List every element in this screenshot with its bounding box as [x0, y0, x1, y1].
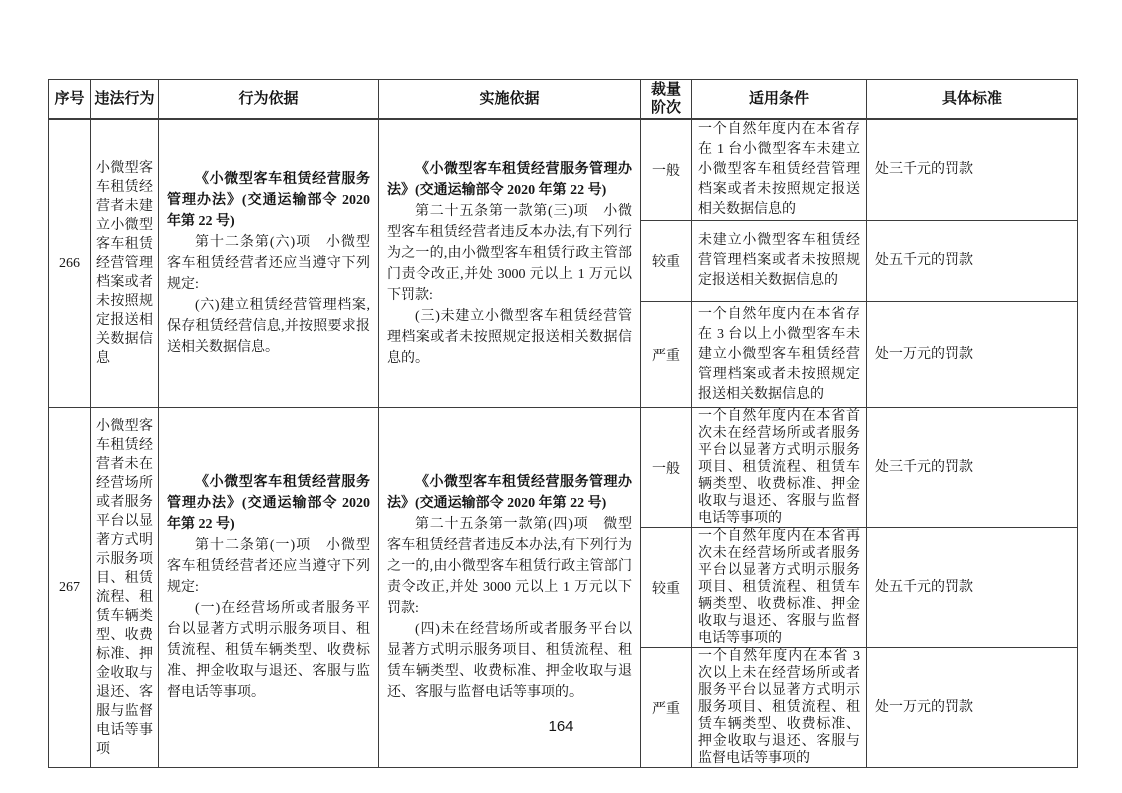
col-header-standard: 具体标准 [867, 80, 1078, 120]
col-header-implementation-basis: 实施依据 [379, 80, 641, 120]
col-header-tier [641, 80, 692, 120]
implementation-basis-paragraph: 第二十五条第一款第(四)项 微型客车租赁经营者违反本办法,有下列行为之一的,由小微型客车租赁行政主管部门责令改正,并处 3000 元以上 1 万元以下罚款: [387, 517, 632, 616]
col-header-behavior: 违法行为 [91, 80, 159, 120]
implementation-basis-paragraph: 第二十五条第一款第(三)项 小微型客车租赁经营者违反本办法,有下列行为之一的,由小微型客车租赁行政主管部门责令改正,并处 3000 元以上 1 万元以下罚款: [387, 203, 632, 303]
cell-implementation-basis [379, 408, 641, 768]
behavior-basis-paragraph: (一)在经营场所或者服务平台以显著方式明示服务项目、租赁流程、租赁车辆类型、收费标准、押金收取与退还、客服与监督电话等事项。 [167, 601, 370, 700]
cell-condition: 一个自然年度内在本省首次未在经营场所或者服务平台以显著方式明示服务项目、租赁流程、租赁车辆类型、收费标准、押金收取与退还、客服与监督电话等事项的 [692, 408, 867, 528]
cell-condition: 一个自然年度内在本省 3 次以上未在经营场所或者服务平台以显著方式明示服务项目、租赁流程、租赁车辆类型、收费标准、押金收取与退还、客服与监督电话等事项的 [692, 648, 867, 768]
cell-case-number: 266 [49, 119, 91, 408]
cell-implementation-basis [379, 119, 641, 408]
table-row-266-tier-general [49, 119, 1078, 221]
header-row [49, 80, 1078, 120]
col-header-tier-line1: 裁量 [650, 82, 681, 98]
cell-condition: 一个自然年度内在本省存在 1 台小微型客车未建立小微型客车租赁经营管理档案或者未按照规定报送相关数据信息的 [692, 119, 867, 221]
cell-tier-level: 较重 [641, 221, 692, 302]
implementation-basis-title: 《小微型客车租赁经营服务管理办法》(交通运输部令 2020 年第 22 号) [387, 475, 632, 511]
cell-condition: 一个自然年度内在本省存在 3 台以上小微型客车未建立小微型客车租赁经营管理档案或者未按照规定报送相关数据信息的 [692, 302, 867, 408]
cell-tier-level: 严重 [641, 648, 692, 768]
col-header-no: 序号 [49, 80, 91, 120]
cell-illegal-behavior: 小微型客车租赁经营者未建立小微型客车租赁经营管理档案或者未按照规定报送相关数据信息 [91, 119, 159, 408]
implementation-basis-paragraph: (三)未建立小微型客车租赁经营管理档案或者未按照规定报送相关数据信息的。 [387, 308, 632, 366]
behavior-basis-title: 《小微型客车租赁经营服务管理办法》(交通运输部令 2020 年第 22 号) [167, 172, 370, 229]
col-header-tier-line2: 阶次 [650, 100, 681, 116]
cell-case-number: 267 [49, 408, 91, 768]
behavior-basis-paragraph: 第十二条第(六)项 小微型客车租赁经营者还应当遵守下列规定: [167, 235, 370, 292]
cell-illegal-behavior: 小微型客车租赁经营者未在经营场所或者服务平台以显著方式明示服务项目、租赁流程、租赁车辆类型、收费标准、押金收取与退还、客服与监督电话等事项 [91, 408, 159, 768]
page-number: 164 [548, 718, 574, 735]
cell-tier-level: 严重 [641, 302, 692, 408]
cell-tier-level: 一般 [641, 119, 692, 221]
col-header-behavior-basis: 行为依据 [159, 80, 379, 120]
behavior-basis-paragraph: 第十二条第(一)项 小微型客车租赁经营者还应当遵守下列规定: [167, 538, 370, 595]
col-header-condition: 适用条件 [692, 80, 867, 120]
cell-standard: 处五千元的罚款 [867, 528, 1078, 648]
cell-condition: 一个自然年度内在本省再次未在经营场所或者服务平台以显著方式明示服务项目、租赁流程、租赁车辆类型、收费标准、押金收取与退还、客服与监督电话等事项的 [692, 528, 867, 648]
table-row-267-tier-general [49, 408, 1078, 528]
behavior-basis-paragraph: (六)建立租赁经营管理档案,保存租赁经营信息,并按照要求报送相关数据信息。 [167, 298, 370, 355]
cell-standard: 处三千元的罚款 [867, 408, 1078, 528]
implementation-basis-title: 《小微型客车租赁经营服务管理办法》(交通运输部令 2020 年第 22 号) [387, 161, 632, 198]
cell-tier-level: 一般 [641, 408, 692, 528]
implementation-basis-paragraph: (四)未在经营场所或者服务平台以显著方式明示服务项目、租赁流程、租赁车辆类型、收费标准、押金收取与退还、客服与监督电话等事项的。 [387, 622, 632, 700]
cell-standard: 处三千元的罚款 [867, 119, 1078, 221]
cell-tier-level: 较重 [641, 528, 692, 648]
cell-behavior-basis [159, 119, 379, 408]
penalty-discretion-table [48, 79, 1078, 768]
cell-standard: 处五千元的罚款 [867, 221, 1078, 302]
cell-behavior-basis [159, 408, 379, 768]
behavior-basis-title: 《小微型客车租赁经营服务管理办法》(交通运输部令 2020 年第 22 号) [167, 475, 370, 532]
cell-condition: 未建立小微型客车租赁经营管理档案或者未按照规定报送相关数据信息的 [692, 221, 867, 302]
cell-standard: 处一万元的罚款 [867, 302, 1078, 408]
cell-standard: 处一万元的罚款 [867, 648, 1078, 768]
